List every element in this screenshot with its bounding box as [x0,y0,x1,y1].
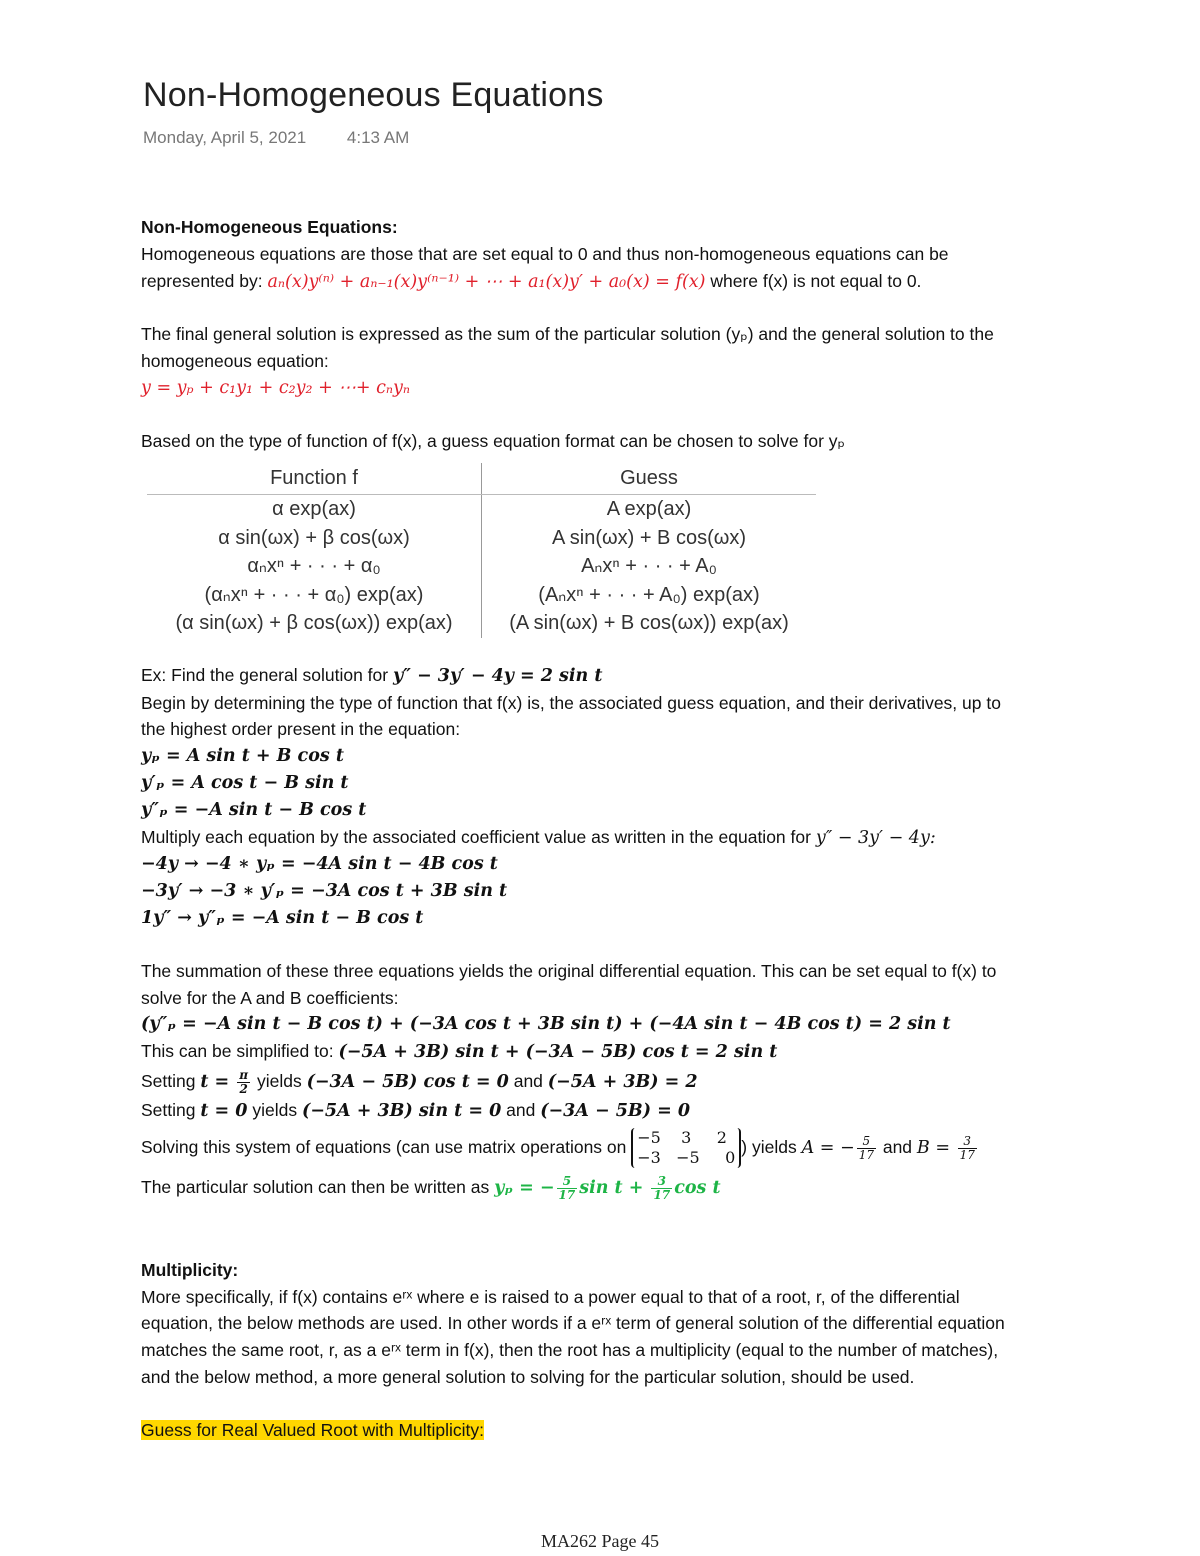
guess-intro: Based on the type of function of f(x), a guess equation format can be chosen to solve for yₚ [141,430,846,451]
fraction-denominator: 17 [653,1187,671,1202]
text-line [141,1038,1151,1066]
inline-equation: (−5A + 3B) = 2 [547,1072,698,1093]
example-intro [141,662,1151,690]
inline-equation: y″ − 3y′ − 4y: [815,827,936,848]
page-meta [143,128,445,148]
table-cell: (α sin(ωx) + β cos(ωx)) exp(ax) [147,609,482,638]
table-row [147,609,816,638]
guess-table [147,463,816,638]
text-span: yields [247,1100,302,1121]
text-line: equation, the below methods are used. In other words if a eʳˣ term of general solution of the differential equation [141,1313,1005,1334]
text-line [141,1417,1151,1444]
table-cell: (Aₙxⁿ + · · · + A₀) exp(ax) [538,583,760,606]
page-footer: MA262 Page 45 [541,1531,659,1551]
text-line: More specifically, if f(x) contains eʳˣ where e is raised to a power equal to that of a root, r, of the differential [141,1286,960,1307]
table-header-function: Function f [147,463,482,495]
note-body [141,214,1151,1444]
fraction [237,1069,250,1096]
text-line: solve for the A and B coefficients: [141,987,399,1008]
matrix-row: −5 3 2 [637,1128,727,1148]
text-line [141,1170,1151,1205]
equation-line: y′ₚ = A cos t − B sin t [141,773,349,794]
table-cell: (αₙxⁿ + · · · + α₀) exp(ax) [147,581,482,610]
page-date: Monday, April 5, 2021 [143,128,307,147]
text-span: Setting [141,1071,201,1092]
matrix-row: −3 −5 0 [637,1148,736,1168]
general-ode-equation: aₙ(x)y⁽ⁿ⁾ + aₙ₋₁(x)y⁽ⁿ⁻¹⁾ + ⋯ + a₁(x)y′ + a₀(x) = f(x) [267,271,706,292]
text-line [141,1097,1151,1125]
text-line [141,1125,1151,1170]
text-line: The final general solution is expressed as the sum of the particular solution (yₚ) and the general solution to the [141,324,994,345]
text-line [141,824,1151,852]
text-line: matches the same root, r, as a eʳˣ term in f(x), then the root has a multiplicity (equal to the number of matches), [141,1340,999,1361]
table-cell: α exp(ax) [147,495,482,524]
text-line: homogeneous equation: [141,351,329,372]
text-span: The particular solution can then be written as [141,1176,495,1197]
text-span: and [501,1100,541,1121]
table-cell: (A sin(ωx) + B cos(ωx)) exp(ax) [509,612,789,635]
equation-line: −3y′ → −3 ∗ y′ₚ = −3A cos t + 3B sin t [141,881,508,902]
text-line [141,268,1151,296]
inline-equation: (−3A − 5B) = 0 [540,1101,691,1122]
particular-solution: yₚ = − [494,1177,555,1198]
page-title: Non-Homogeneous Equations [143,76,604,114]
inline-equation: (−5A + 3B) sin t = 0 [301,1101,502,1122]
page-time: 4:13 AM [346,128,410,147]
fraction-denominator: 17 [858,1147,874,1162]
text-line: Begin by determining the type of function that f(x) is, the associated guess equation, and their derivatives, up to [141,692,1001,713]
fraction-numerator: 5 [557,1175,578,1189]
text-line [141,1066,1151,1097]
inline-equation: (−3A − 5B) cos t = 0 [306,1072,509,1093]
table-header-guess: Guess [482,463,817,495]
table-row [147,552,816,581]
table-row [147,524,816,553]
text-span: and [877,1136,917,1157]
text-span: Multiply each equation by the associated coefficient value as written in the equation for [141,826,816,847]
text-span: Ex: Find the general solution for [141,664,393,685]
text-span: where f(x) is not equal to 0. [705,270,922,291]
equation-line: 1y″ → y″ₚ = −A sin t − B cos t [141,908,424,929]
inline-equation: B = [916,1137,956,1158]
text-line: Homogeneous equations are those that are set equal to 0 and thus non-homogeneous equations can be [141,243,949,264]
fraction-numerator: 3 [651,1175,672,1189]
augmented-matrix [631,1128,741,1168]
section-heading: Multiplicity: [141,1259,239,1280]
text-span: and [508,1071,548,1092]
text-span: This can be simplified to: [141,1041,339,1062]
text-span: yields [252,1071,307,1092]
particular-solution: cos t [674,1177,721,1198]
text-span: Setting [141,1100,201,1121]
fraction-denominator: 17 [959,1147,975,1162]
equation-line: (y″ₚ = −A sin t − B cos t) + (−3A cos t + 3B sin t) + (−4A sin t − 4B cos t) = 2 sin t [141,1014,951,1035]
example-equation: y″ − 3y′ − 4y = 2 sin t [392,665,603,686]
inline-equation: A = − [801,1137,855,1158]
inline-equation: (−5A + 3B) sin t + (−3A − 5B) cos t = 2 sin t [338,1042,778,1063]
equation-line: −4y → −4 ∗ yₚ = −4A sin t − 4B cos t [141,854,498,875]
text-line: and the below method, a more general solution to solving for the particular solution, should be used. [141,1367,915,1388]
fraction [557,1175,578,1202]
fraction-denominator: 17 [558,1187,576,1202]
fraction [958,1135,977,1162]
text-span: ) yields [741,1136,802,1157]
section-heading: Non-Homogeneous Equations: [141,217,398,237]
fraction-numerator: 3 [958,1135,977,1149]
equation-line: yₚ = A sin t + B cos t [141,746,344,767]
table-row [147,581,816,610]
text-span: represented by: [141,270,268,291]
table-cell: A sin(ωx) + B cos(ωx) [551,526,747,549]
text-line: The summation of these three equations yields the original differential equation. This can be set equal to f(x) to [141,960,997,981]
table-cell: Aₙxⁿ + · · · + A₀ [581,555,717,578]
fraction-denominator: 2 [239,1081,248,1096]
inline-equation: t = [200,1072,236,1093]
table-cell: αₙxⁿ + · · · + α₀ [147,552,482,581]
fraction [651,1175,672,1202]
table-row [147,495,816,524]
fraction [857,1135,876,1162]
table-header-row [147,463,816,495]
highlighted-heading: Guess for Real Valued Root with Multiplicity: [141,1419,485,1440]
particular-solution: sin t + [579,1177,650,1198]
fraction-numerator: 5 [857,1135,876,1149]
general-solution-equation: y = yₚ + c₁y₁ + c₂y₂ + ⋯+ cₙyₙ [141,377,410,398]
fraction-numerator: π [239,1067,249,1082]
text-line: the highest order present in the equation: [141,719,461,740]
inline-equation: t = 0 [200,1101,248,1122]
equation-line: y″ₚ = −A sin t − B cos t [141,799,367,820]
table-cell: A exp(ax) [606,498,692,521]
text-span: Solving this system of equations (can use matrix operations on [141,1136,632,1157]
table-cell: α sin(ωx) + β cos(ωx) [147,524,482,553]
